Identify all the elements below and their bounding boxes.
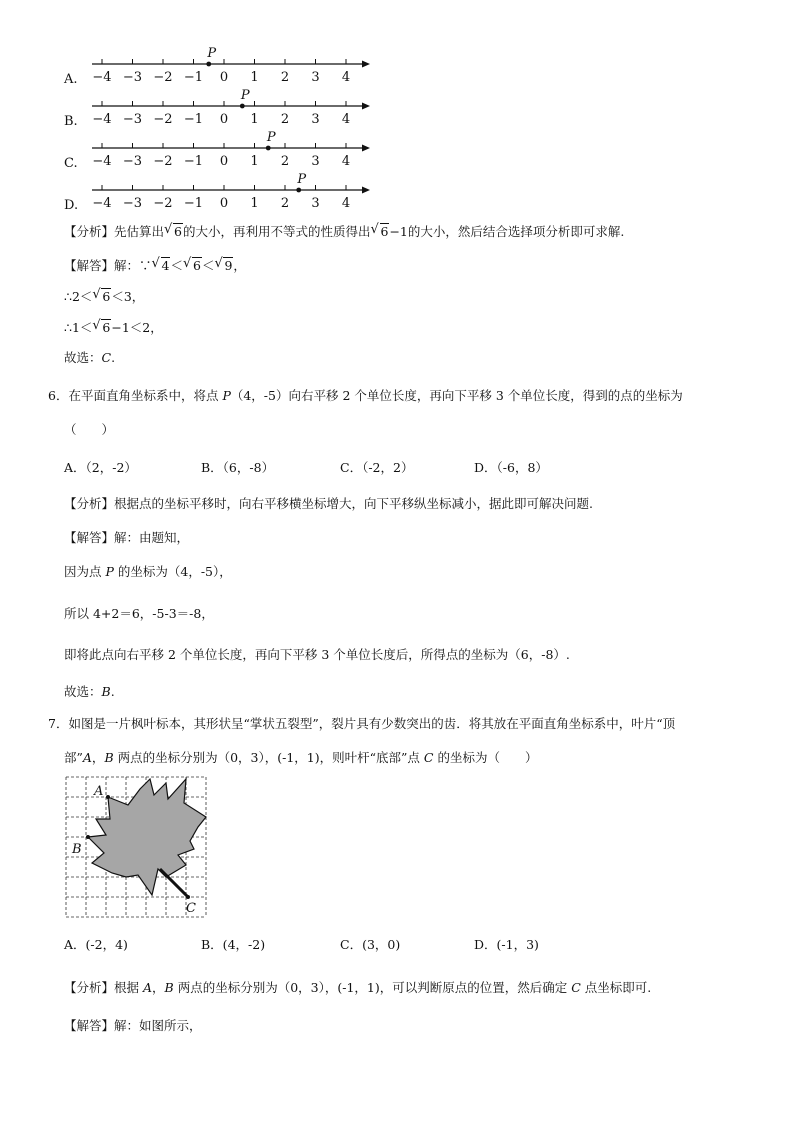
- sqrt-9: √ 9: [214, 258, 233, 273]
- q5-choose: 故选：C.: [64, 350, 116, 365]
- q7-answer: 【解答】解：如图所示，: [64, 1018, 202, 1033]
- q6-option-b: B．（6，-8）: [201, 460, 275, 475]
- q7-analysis: 【分析】根据 A，B 两点的坐标分别为（0，3），(-1，1)，可以判断原点的位置，然后确定 C 点坐标即可.: [64, 980, 652, 995]
- tick-label: 2: [280, 196, 290, 211]
- point-p: [206, 62, 211, 67]
- label-c: C: [186, 901, 196, 916]
- tick-label: 4: [341, 154, 351, 169]
- q6-answer-paren: （ ）: [64, 422, 115, 437]
- point-p-label: P: [207, 46, 217, 61]
- tick-label: −1: [183, 154, 204, 169]
- tick-label: −3: [122, 112, 143, 127]
- tick-label: 0: [219, 112, 229, 127]
- q7-option-b: B．(4，-2): [201, 937, 266, 952]
- maple-leaf-figure: [66, 777, 208, 919]
- label-b: B: [72, 842, 82, 857]
- sqrt-4: √ 4: [152, 258, 171, 273]
- tick-label: 4: [341, 70, 351, 85]
- point-c: [186, 895, 190, 899]
- tick-label: 4: [341, 196, 351, 211]
- tick-label: −4: [92, 154, 112, 169]
- q6-line3: 即将此点向右平移 2 个单位长度，再向下平移 3 个单位长度后，所得点的坐标为（6，-8）.: [64, 647, 570, 662]
- q6-line1: 因为点 P 的坐标为（4，-5），: [64, 564, 232, 579]
- tick-label: 0: [219, 196, 229, 211]
- tick-label: 2: [280, 70, 290, 85]
- q6-stem: 6．在平面直角坐标系中，将点 P（4，-5）向右平移 2 个单位长度，再向下平移 3 个单位长度，得到的点的坐标为: [48, 388, 683, 403]
- tick-label: 3: [311, 154, 320, 169]
- q7-option-d: D．(-1，3): [474, 937, 539, 952]
- tick-label: −4: [92, 70, 112, 85]
- point-p: [266, 146, 271, 151]
- leaf-stem: [160, 869, 188, 897]
- point-a: [106, 795, 110, 799]
- option-label: D.: [64, 198, 79, 213]
- q6-choose: 故选：B.: [64, 684, 115, 699]
- label-a: A: [94, 784, 104, 799]
- number-line-axis: [0, 0, 794, 220]
- q7-option-a: A．(-2，4): [64, 937, 128, 952]
- sqrt-6: √ 6: [183, 258, 202, 273]
- q6-option-d: D．（-6，8）: [474, 460, 548, 475]
- sqrt-6: √ 6: [371, 224, 390, 239]
- tick-label: 0: [219, 154, 229, 169]
- q7-stem-line2: 部”A，B 两点的坐标分别为（0，3），(-1，1)，则叶杆“底部”点 C 的坐标为（ ）: [64, 750, 538, 765]
- tick-label: −2: [153, 154, 173, 169]
- tick-label: −4: [92, 196, 112, 211]
- tick-label: −3: [122, 154, 143, 169]
- tick-label: −1: [183, 196, 204, 211]
- tick-label: 0: [219, 70, 229, 85]
- axis-arrow-icon: [362, 145, 370, 152]
- point-p-label: P: [240, 88, 250, 103]
- tick-label: 3: [311, 112, 320, 127]
- point-p: [240, 104, 245, 109]
- point-p-label: P: [266, 130, 276, 145]
- point-p-label: P: [297, 172, 307, 187]
- q5-analysis: 【分析】先估算出√ 6的大小，再利用不等式的性质得出√ 6−1的大小，然后结合选择项分析即可求解.: [64, 222, 624, 240]
- point-p: [296, 188, 301, 193]
- tick-label: 2: [280, 112, 290, 127]
- number-line-d: [92, 185, 370, 194]
- axis-arrow-icon: [362, 61, 370, 68]
- q7-stem-line1: 7．如图是一片枫叶标本，其形状呈“掌状五裂型”，裂片具有少数突出的齿．将其放在平面直角坐标系中，叶片“顶: [48, 716, 676, 731]
- option-label: B.: [64, 114, 78, 129]
- q7-option-c: C．(3，0): [340, 937, 401, 952]
- tick-label: −2: [153, 196, 173, 211]
- sqrt-6: √ 6: [164, 224, 183, 239]
- q5-answer: 【解答】解：∵√ 4＜√ 6＜√ 9，: [64, 256, 246, 274]
- tick-label: −1: [183, 70, 204, 85]
- q6-line2: 所以 4+2＝6，-5-3＝-8，: [64, 606, 214, 621]
- q5-line2: ∴2＜√ 6＜3，: [64, 287, 144, 305]
- option-label: A.: [64, 72, 78, 87]
- option-label: C.: [64, 156, 78, 171]
- tick-label: −2: [153, 70, 173, 85]
- number-line-c: [92, 143, 370, 152]
- tick-label: 3: [311, 196, 320, 211]
- tick-label: −3: [122, 70, 143, 85]
- q5-line3: ∴1＜√ 6−1＜2，: [64, 318, 163, 336]
- axis-arrow-icon: [362, 187, 370, 194]
- tick-label: −4: [92, 112, 112, 127]
- tick-label: 1: [250, 70, 259, 85]
- q6-option-c: C．（-2，2）: [340, 460, 414, 475]
- tick-label: −1: [183, 112, 204, 127]
- tick-label: 1: [250, 154, 259, 169]
- point-b: [86, 835, 90, 839]
- q6-analysis: 【分析】根据点的坐标平移时，向右平移横坐标增大，向下平移纵坐标减小，据此即可解决问题.: [64, 496, 593, 511]
- tick-label: 1: [250, 196, 259, 211]
- tick-label: 4: [341, 112, 351, 127]
- q6-option-a: A．（2，-2）: [64, 460, 137, 475]
- axis-arrow-icon: [362, 103, 370, 110]
- tick-label: 3: [311, 70, 320, 85]
- tick-label: −2: [153, 112, 173, 127]
- q6-answer: 【解答】解：由题知，: [64, 530, 190, 545]
- number-line-a: [92, 59, 370, 68]
- tick-label: −3: [122, 196, 143, 211]
- tick-label: 1: [250, 112, 259, 127]
- number-line-b: [92, 101, 370, 110]
- tick-label: 2: [280, 154, 290, 169]
